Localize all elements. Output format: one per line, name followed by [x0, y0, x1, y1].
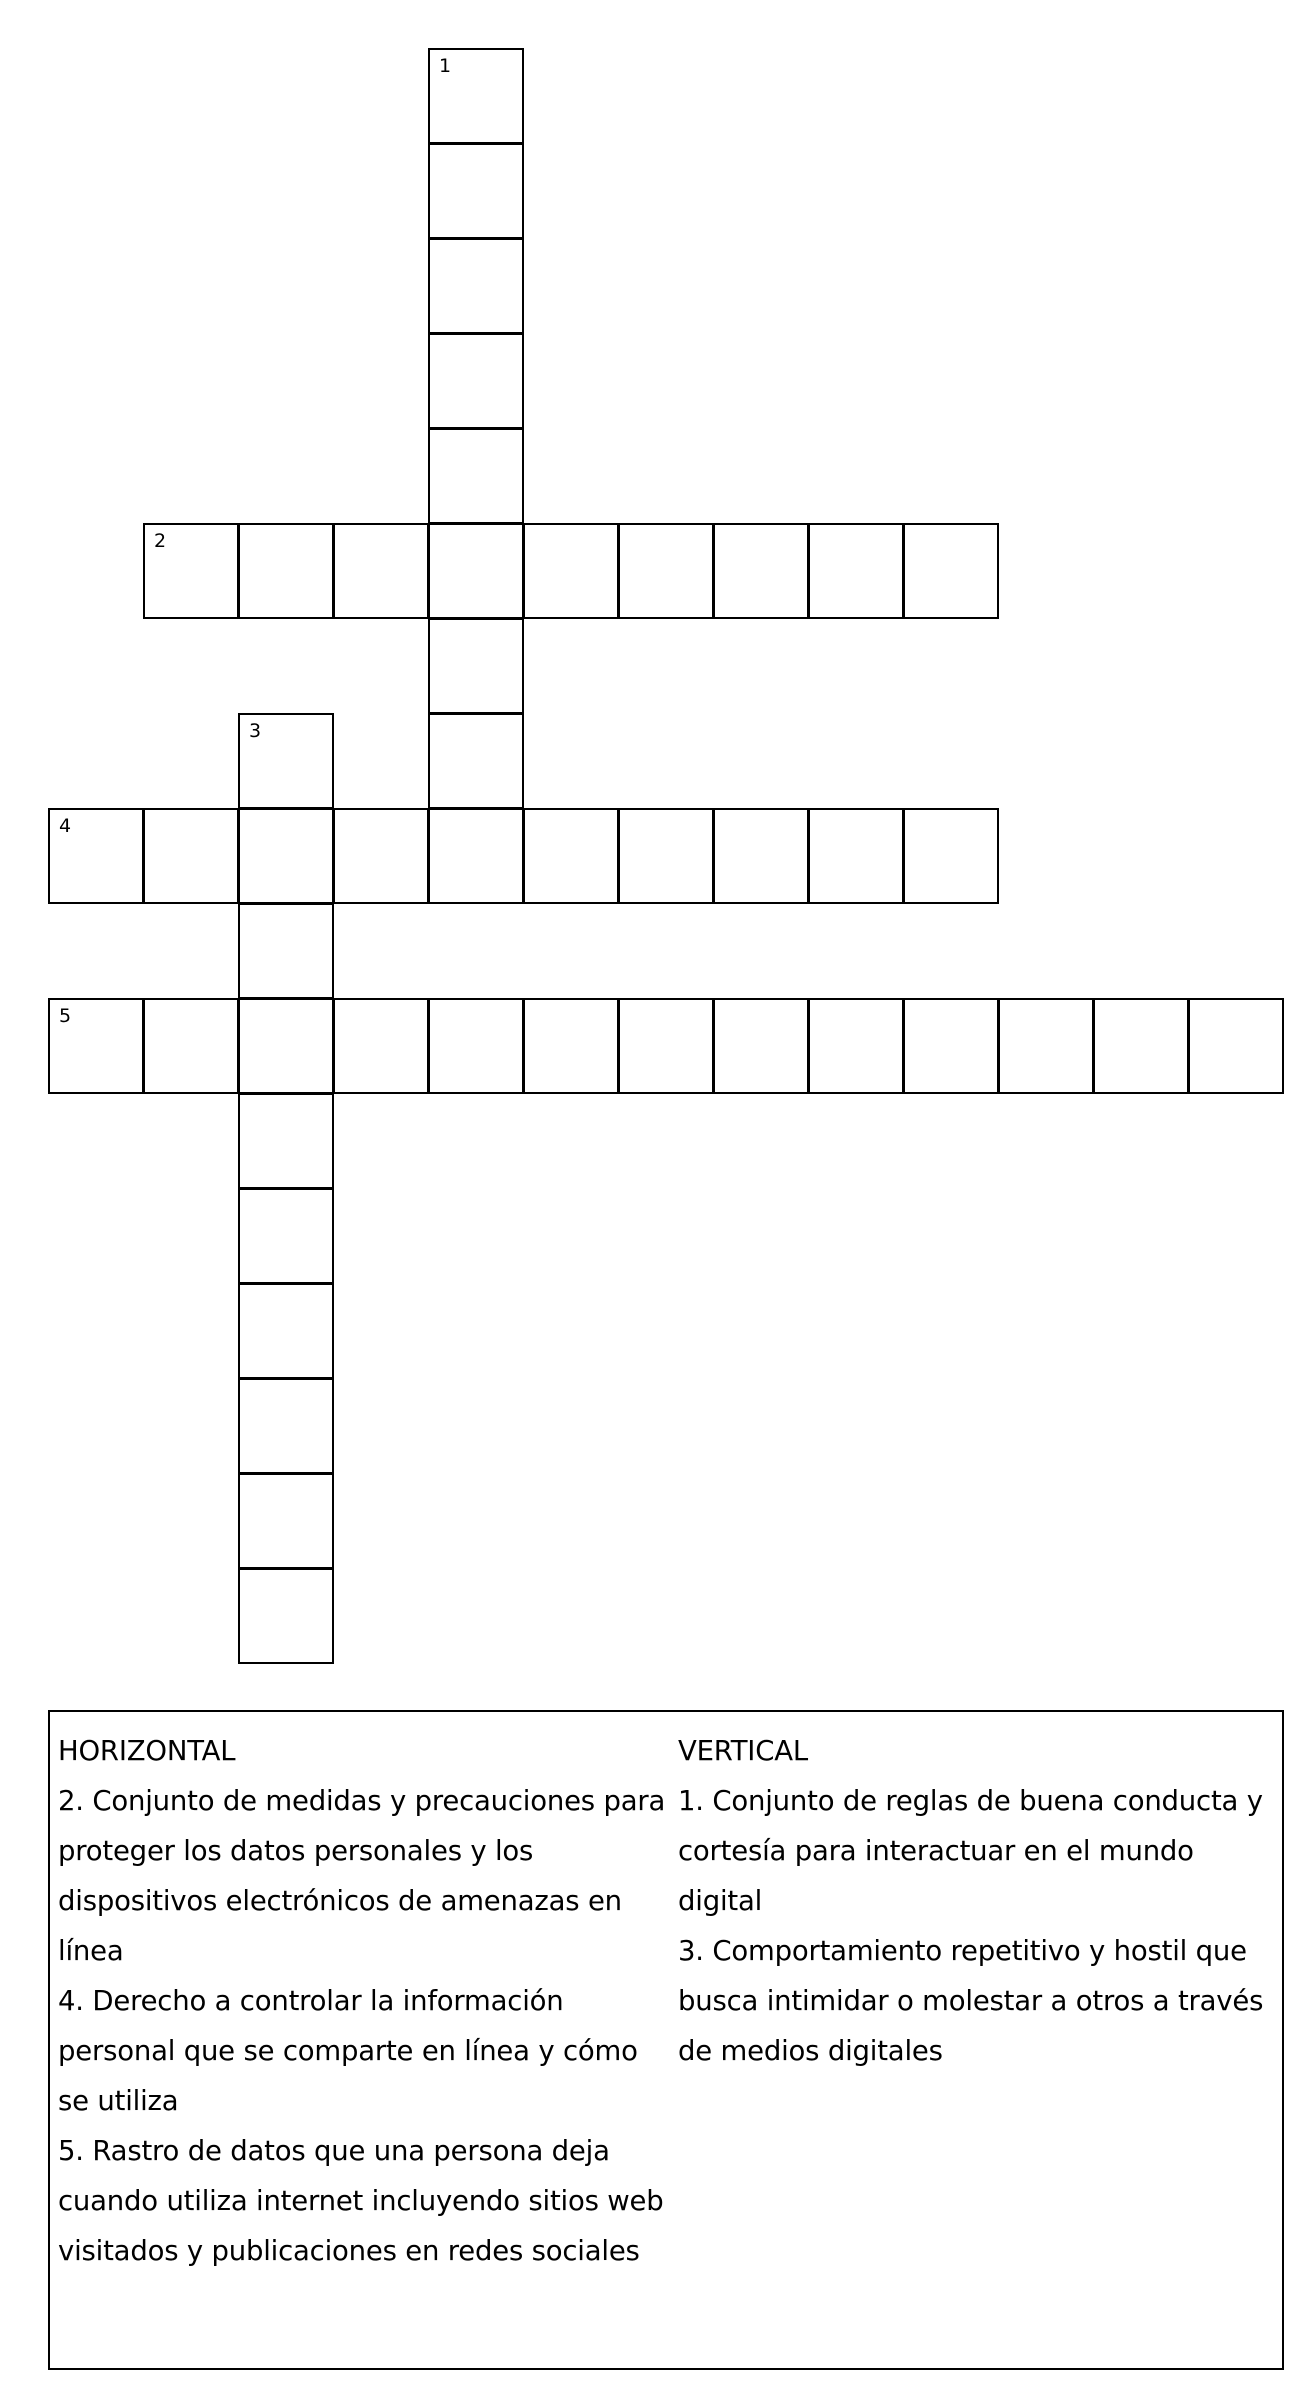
crossword-cell[interactable]: [713, 998, 809, 1094]
clue-vertical-3: 3. Comportamiento repetitivo y hostil que busca intimidar o molestar a otros a través de medios digitales: [678, 1935, 1264, 2067]
crossword-cell[interactable]: [143, 998, 239, 1094]
vertical-clues: [678, 1726, 1278, 2076]
clue-horizontal-4: 4. Derecho a controlar la información personal que se comparte en línea y cómo se utiliza: [58, 1985, 638, 2117]
crossword-cell[interactable]: [998, 998, 1094, 1094]
crossword-cell[interactable]: [238, 1378, 334, 1474]
crossword-cell[interactable]: [428, 238, 524, 334]
crossword-cell[interactable]: [903, 523, 999, 619]
crossword-cell[interactable]: [618, 523, 714, 619]
horizontal-clues: [58, 1726, 670, 2276]
horizontal-heading: HORIZONTAL: [58, 1735, 236, 1767]
crossword-cell[interactable]: [808, 998, 904, 1094]
crossword-cell[interactable]: [1188, 998, 1284, 1094]
crossword-cell[interactable]: [428, 808, 524, 904]
crossword-cell[interactable]: [428, 713, 524, 809]
crossword-cell[interactable]: [333, 998, 429, 1094]
crossword-cell[interactable]: [428, 998, 524, 1094]
clue-box: [48, 1710, 1284, 2370]
clue-horizontal-2: 2. Conjunto de medidas y precauciones para proteger los datos personales y los dispositivos electrónicos de amenazas en línea: [58, 1785, 666, 1967]
crossword-cell[interactable]: [428, 143, 524, 239]
crossword-cell[interactable]: [238, 1568, 334, 1664]
crossword-cell[interactable]: [523, 998, 619, 1094]
crossword-cell[interactable]: [238, 998, 334, 1094]
crossword-cell[interactable]: [903, 808, 999, 904]
crossword-cell[interactable]: [238, 523, 334, 619]
crossword-cell[interactable]: [428, 618, 524, 714]
crossword-cell[interactable]: [143, 523, 239, 619]
crossword-cell[interactable]: [713, 808, 809, 904]
crossword-cell[interactable]: [618, 808, 714, 904]
crossword-cell[interactable]: [808, 523, 904, 619]
crossword-cell[interactable]: [238, 1188, 334, 1284]
crossword-cell[interactable]: [238, 713, 334, 809]
clue-number: 2: [154, 530, 167, 552]
vertical-heading: VERTICAL: [678, 1735, 808, 1767]
crossword-cell[interactable]: [48, 808, 144, 904]
crossword-cell[interactable]: [523, 808, 619, 904]
clue-horizontal-5: 5. Rastro de datos que una persona deja cuando utiliza internet incluyendo sitios web visitados y publicaciones en redes sociales: [58, 2135, 664, 2267]
crossword-cell[interactable]: [143, 808, 239, 904]
clue-vertical-1: 1. Conjunto de reglas de buena conducta y cortesía para interactuar en el mundo digital: [678, 1785, 1263, 1917]
clue-number: 3: [249, 720, 262, 742]
crossword-cell[interactable]: [523, 523, 619, 619]
crossword-cell[interactable]: [238, 1093, 334, 1189]
clue-number: 1: [439, 55, 452, 77]
crossword-cell[interactable]: [428, 523, 524, 619]
crossword-cell[interactable]: [808, 808, 904, 904]
crossword-cell[interactable]: [238, 808, 334, 904]
crossword-cell[interactable]: [238, 1473, 334, 1569]
crossword-cell[interactable]: [1093, 998, 1189, 1094]
clue-number: 4: [59, 815, 72, 837]
crossword-cell[interactable]: [428, 333, 524, 429]
crossword-cell[interactable]: [238, 1283, 334, 1379]
crossword-cell[interactable]: [428, 428, 524, 524]
crossword-cell[interactable]: [238, 903, 334, 999]
crossword-cell[interactable]: [333, 523, 429, 619]
crossword-cell[interactable]: [428, 48, 524, 144]
crossword-cell[interactable]: [903, 998, 999, 1094]
crossword-cell[interactable]: [333, 808, 429, 904]
clue-number: 5: [59, 1005, 72, 1027]
crossword-cell[interactable]: [618, 998, 714, 1094]
crossword-cell[interactable]: [713, 523, 809, 619]
crossword-cell[interactable]: [48, 998, 144, 1094]
